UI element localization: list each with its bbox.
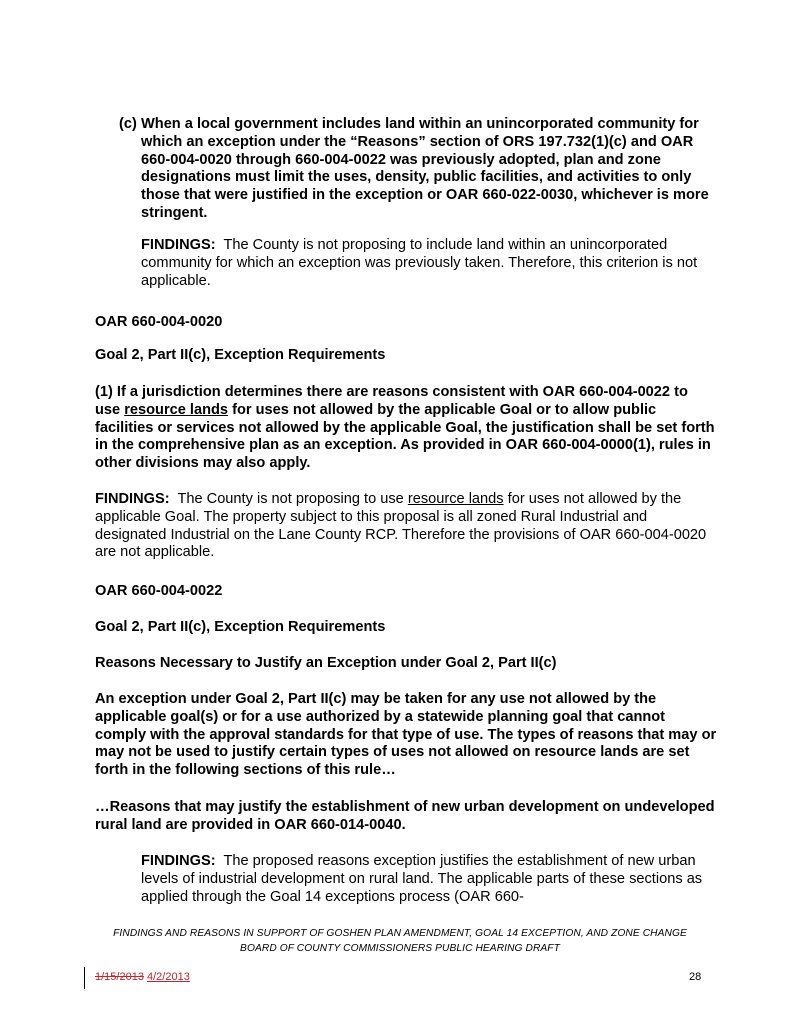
resource-lands-term: resource lands <box>407 491 504 507</box>
date-inserted: 4/2/2013 <box>147 971 190 983</box>
findings-paragraph-1 <box>141 237 716 290</box>
heading-oar-660-004-0022: OAR 660-004-0022 <box>95 583 223 599</box>
date-deleted: 1/15/2013 <box>95 971 144 983</box>
criterion-c-text: When a local government includes land within an unincorporated community for which an exception under the “Reasons” section of ORS 197.732(1)(c) and OAR 660-004-0020 through 660-004-0022 was previously adopted, plan and zone designations must limit the uses, density, public facilities, and activities to only those that were justified in the exception or OAR 660-022-0030, whichever is more stringent. <box>141 116 709 221</box>
resource-lands-term: resource lands <box>124 401 229 418</box>
revision-change-bar <box>84 967 85 989</box>
findings-text: The proposed reasons exception justifies the establishment of new urban levels of industrial development on rural land. The applicable parts of these sections as applied through the Goal 14 exceptions process (OAR 660- <box>141 853 703 905</box>
findings-paragraph-3 <box>141 853 716 906</box>
findings-paragraph-2 <box>95 491 717 562</box>
criterion-c <box>119 116 719 223</box>
criterion-c-label: (c) <box>119 116 137 132</box>
findings-text: for uses not allowed by the applicable Goal. The property subject to this proposal is all zoned Rural Industrial and designated Industrial on the Lane County RCP. Therefore the provisions of OAR 660-004-0020 are not applicable. <box>95 491 707 561</box>
findings-label: FINDINGS: <box>95 491 170 507</box>
findings-text: The County is not proposing to use <box>177 491 408 507</box>
findings-label: FINDINGS: <box>141 237 216 253</box>
rule-paragraph-1 <box>95 384 717 473</box>
page-number: 28 <box>689 971 702 983</box>
heading-goal-2-exception-requirements: Goal 2, Part II(c), Exception Requirements <box>95 347 386 363</box>
footer-title: FINDINGS AND REASONS IN SUPPORT OF GOSHEN PLAN AMENDMENT, GOAL 14 EXCEPTION, AND ZONE CHANGE <box>113 928 687 939</box>
rule-text: for uses not allowed by the applicable Goal or to allow public facilities or services not allowed by the applicable Goal, the justification shall be set forth in the comprehensive plan as an exception. As provided in OAR 660-004-0000(1), rules in other divisions may also apply. <box>95 401 715 472</box>
findings-text: The County is not proposing to include land within an unincorporated community for which an exception was previously taken. Therefore, this criterion is not applicable. <box>141 237 698 289</box>
heading-oar-660-004-0020: OAR 660-004-0020 <box>95 314 223 330</box>
footer-subtitle: BOARD OF COUNTY COMMISSIONERS PUBLIC HEARING DRAFT <box>240 943 560 954</box>
heading-goal-2-exception-requirements-2: Goal 2, Part II(c), Exception Requirements <box>95 619 386 635</box>
rule-paragraph-3: …Reasons that may justify the establishment of new urban development on undeveloped rural land are provided in OAR 660-014-0040. <box>95 799 715 833</box>
heading-reasons-necessary: Reasons Necessary to Justify an Exception under Goal 2, Part II(c) <box>95 655 557 671</box>
rule-paragraph-2: An exception under Goal 2, Part II(c) may be taken for any use not allowed by the applicable goal(s) or for a use authorized by a statewide planning goal that cannot comply with the approval standards for that type of use. The types of reasons that may or may not be used to justify certain types of uses not allowed on resource lands are set forth in the following sections of this rule… <box>95 691 717 779</box>
rule-text: (1) If a jurisdiction determines there are reasons consistent with OAR 660-004-0022 to use <box>95 384 688 418</box>
findings-label: FINDINGS: <box>141 853 216 869</box>
footer-date <box>95 971 190 983</box>
